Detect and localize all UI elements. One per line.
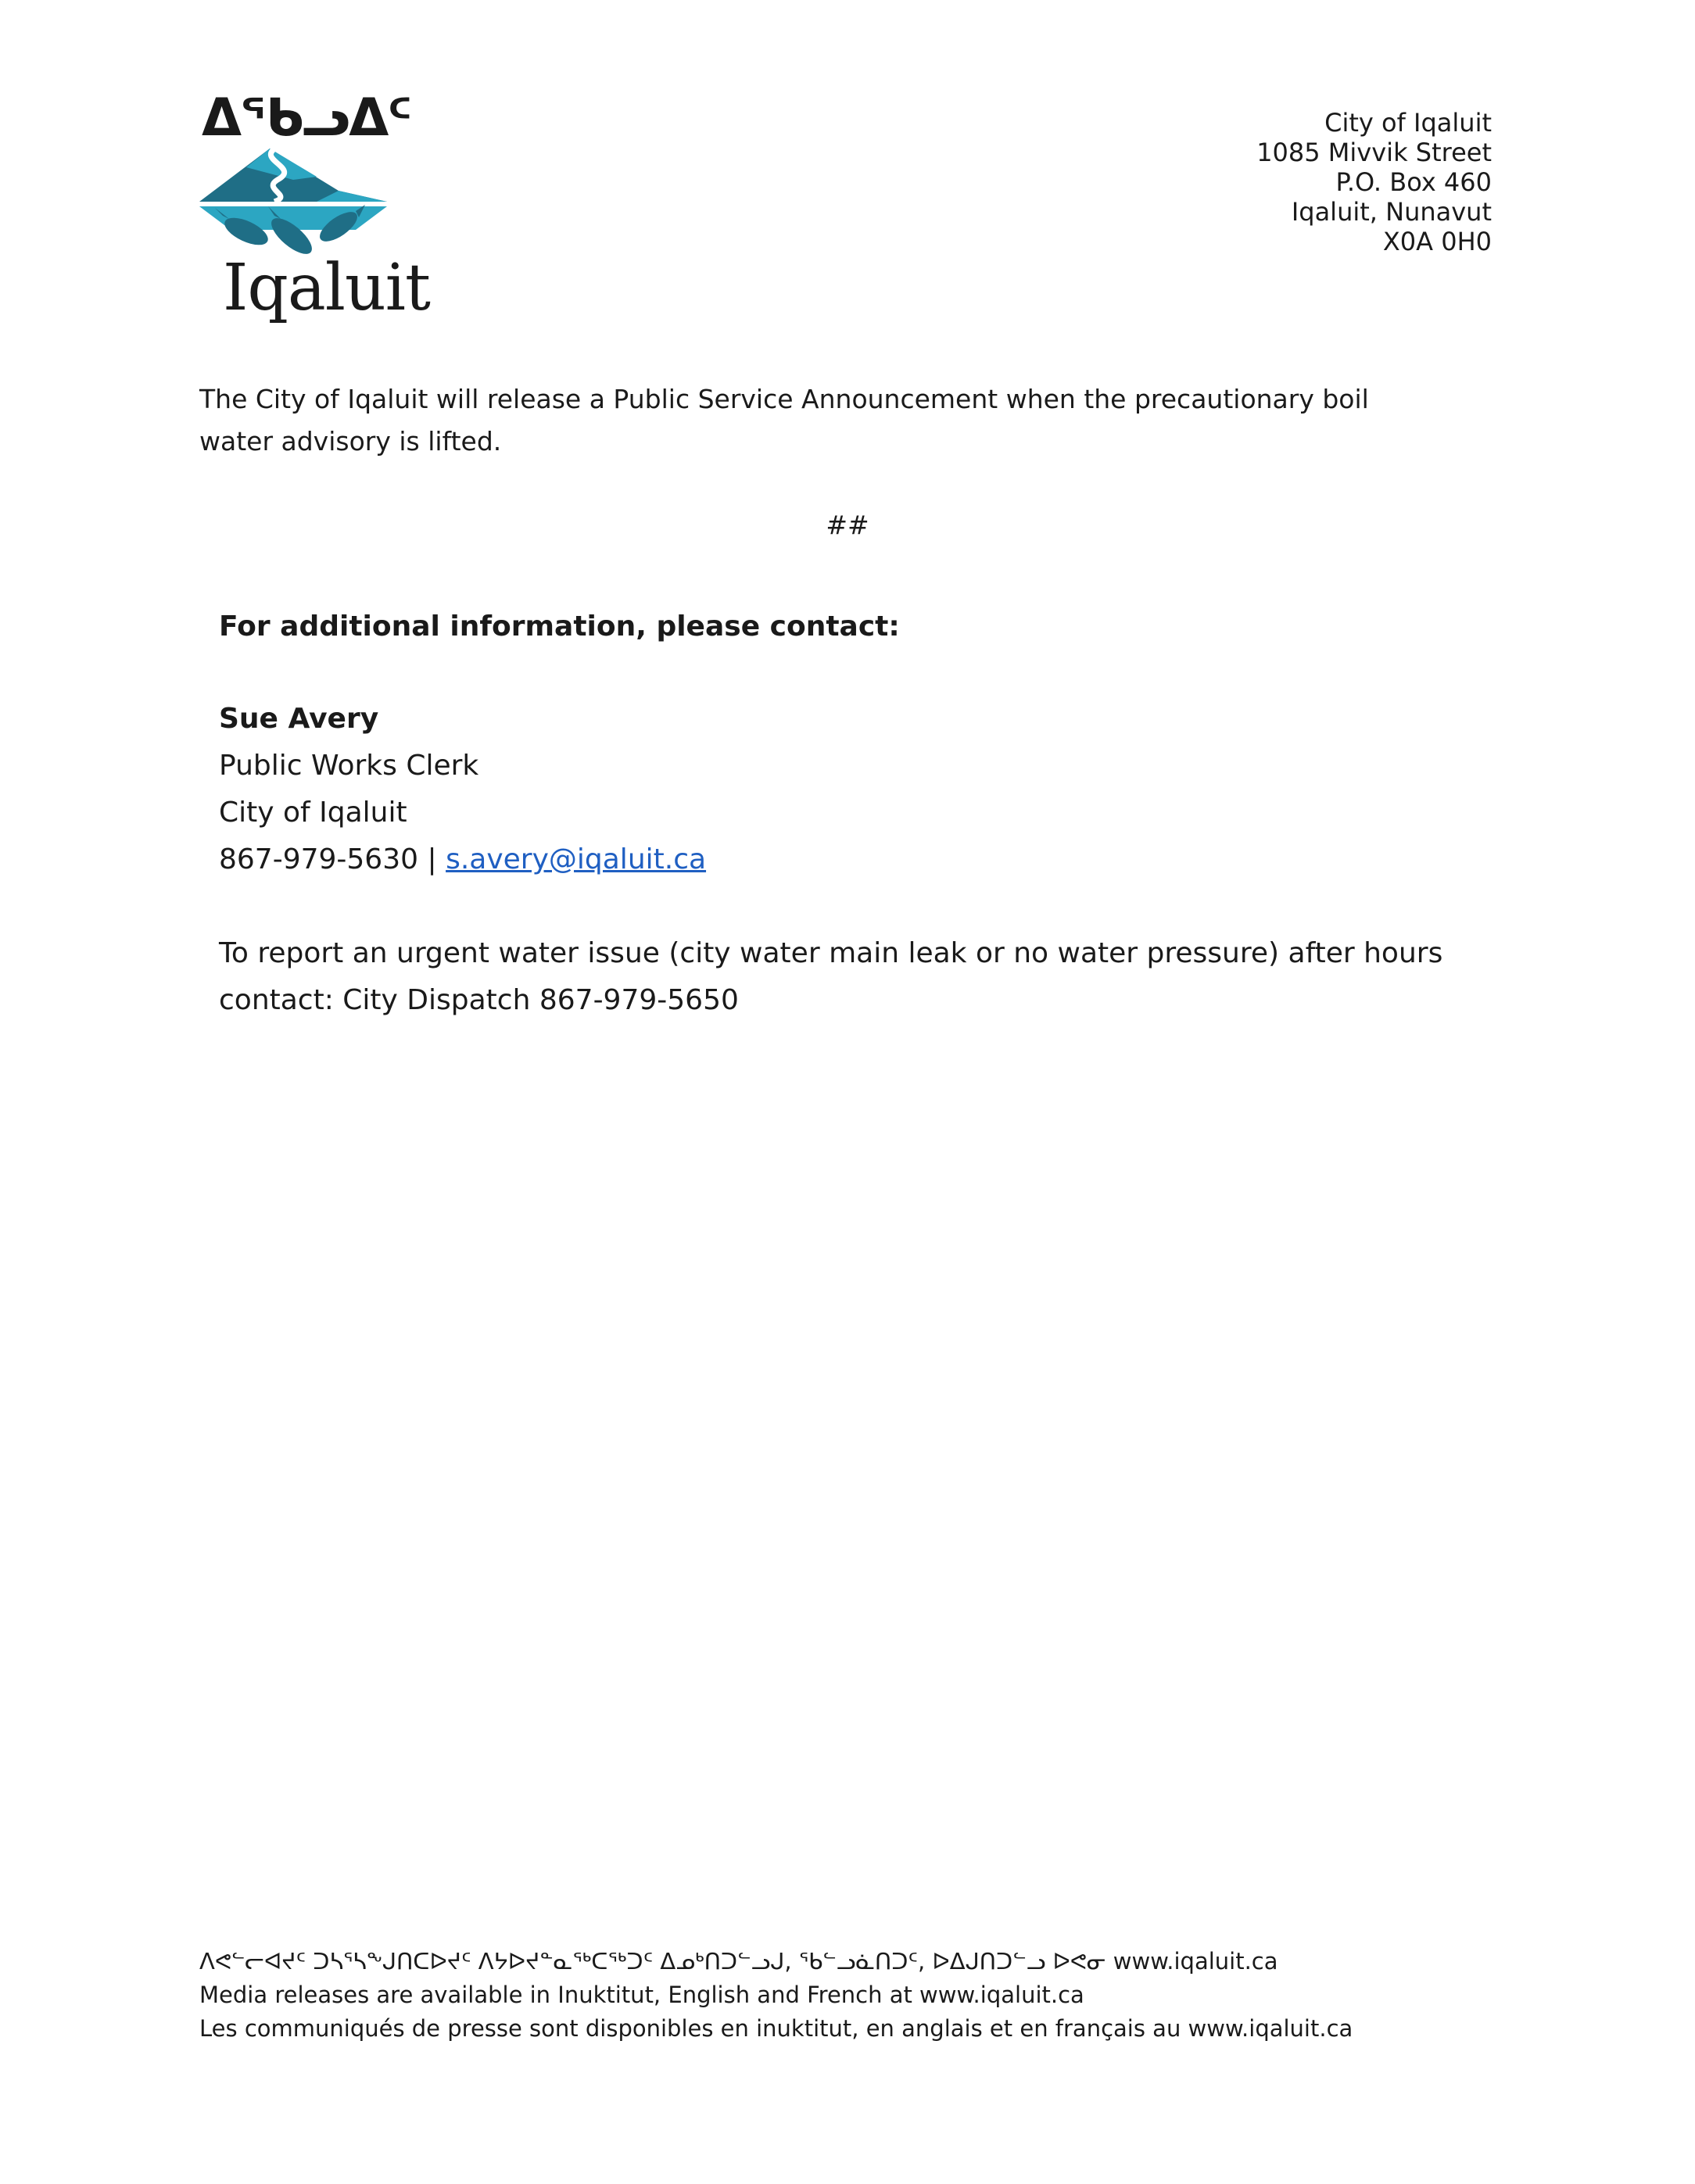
contact-title: Public Works Clerk (219, 750, 479, 782)
urgent-contact-line-2: contact: City Dispatch 867-979-5650 (219, 984, 739, 1016)
address-line-city: City of Iqaluit (1324, 108, 1492, 138)
contact-email-link[interactable]: s.avery@iqaluit.ca (446, 843, 707, 875)
address-line-street: 1085 Mivvik Street (1256, 138, 1492, 167)
footer (199, 1945, 1353, 2046)
urgent-contact-line-1: To report an urgent water issue (city water main leak or no water pressure) after hours (219, 937, 1443, 969)
mailing-address (1256, 108, 1492, 256)
logo-emblem-icon (199, 144, 387, 255)
contact-divider: | (427, 843, 437, 875)
footer-english: Media releases are available in Inuktitut, English and French at www.iqaluit.ca (199, 1982, 1084, 2008)
contact-phone-email-line (219, 836, 1470, 883)
contact-heading: For additional information, please contact: (219, 610, 900, 643)
city-logo (199, 88, 430, 342)
contact-name: Sue Avery (219, 703, 379, 735)
address-line-po-box: P.O. Box 460 (1335, 167, 1492, 197)
address-line-postal-code: X0A 0H0 (1382, 227, 1492, 256)
footer-inuktitut: ᐱᕙᓪᓕᐊᔪᑦ ᑐᓴᕐᓴᖕᒍᑎᑕᐅᔪᑦ ᐱᔭᐅᔪᓐᓇᖅᑕᖅᑐᑦ ᐃᓄᒃᑎᑐᓪᓗᒍ, ᖃᓪᓗᓈᑎᑐᑦ, ᐅᐃᒍᑎᑐᓪᓗ ᐅᕙᓂ www.iqaluit.ca (199, 1948, 1278, 1975)
footer-french: Les communiqués de presse sont disponibles en inuktitut, en anglais et en français au www.iqaluit.ca (199, 2015, 1353, 2042)
logo-syllabics: ᐃᖃᓗᐃᑦ (202, 88, 411, 148)
contact-block (219, 603, 1470, 1024)
address-line-region: Iqaluit, Nunavut (1291, 197, 1492, 227)
contact-organization: City of Iqaluit (219, 797, 407, 829)
announcement-paragraph: The City of Iqaluit will release a Public Service Announcement when the precautionary boil water advisory is lifted. (199, 384, 1369, 456)
contact-phone: 867-979-5630 (219, 843, 419, 875)
logo-wordmark: Iqaluit (223, 251, 430, 325)
section-separator: ## (826, 510, 869, 540)
